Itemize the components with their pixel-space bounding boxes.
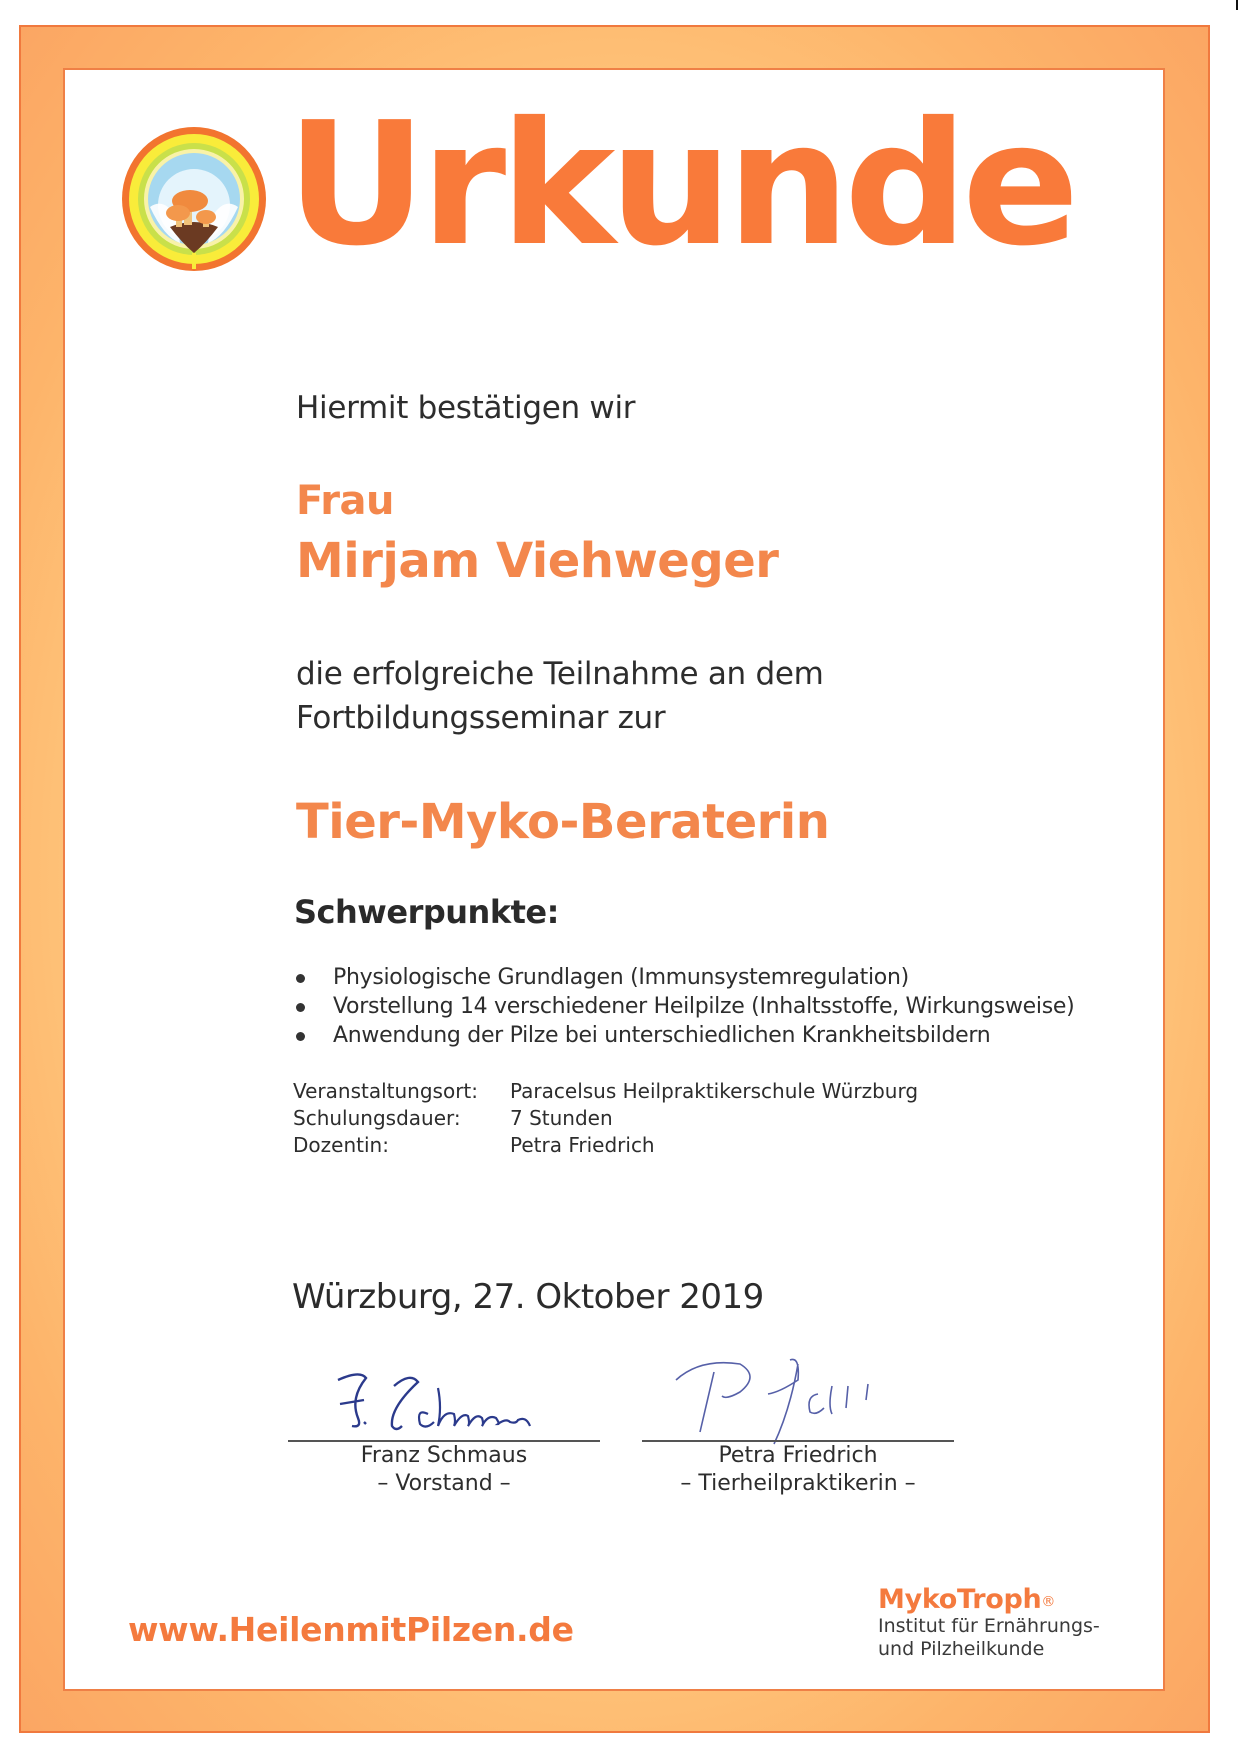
- detail-label: Veranstaltungsort:: [293, 1079, 479, 1103]
- signatory-role: – Tierheilpraktikerin –: [680, 1471, 916, 1496]
- signature-friedrich: [670, 1350, 910, 1445]
- institute-line-2: und Pilzheilkunde: [878, 1638, 1045, 1660]
- bullet-icon: [296, 1003, 305, 1012]
- detail-label: Schulungsdauer:: [293, 1106, 461, 1130]
- bullet-icon: [296, 974, 305, 983]
- intro-text: Hiermit bestätigen wir: [296, 390, 636, 426]
- body-line-2: Fortbildungsseminar zur: [296, 700, 666, 736]
- detail-row-lecturer: [293, 1132, 918, 1159]
- detail-row-location: [293, 1078, 918, 1105]
- list-item: Physiologische Grundlagen (Immunsystemregulation): [290, 963, 1074, 992]
- detail-label: Dozentin:: [293, 1133, 389, 1157]
- detail-value: Paracelsus Heilpraktikerschule Würzburg: [510, 1079, 919, 1103]
- bullet-icon: [296, 1032, 305, 1041]
- signatory-1: [288, 1442, 600, 1498]
- certificate-title: Urkunde: [286, 86, 1074, 284]
- registered-mark: ®: [1041, 1594, 1056, 1610]
- focus-list: [290, 963, 1074, 1050]
- signature-schmaus: [330, 1368, 570, 1438]
- detail-row-duration: [293, 1105, 918, 1132]
- signatory-2: [642, 1442, 954, 1498]
- institute-line-1: Institut für Ernährungs-: [878, 1615, 1100, 1637]
- website-link[interactable]: www.HeilenmitPilzen.de: [128, 1610, 574, 1649]
- detail-value: Petra Friedrich: [510, 1133, 655, 1157]
- list-item: Anwendung der Pilze bei unterschiedlichen Krankheitsbildern: [290, 1021, 1074, 1050]
- salutation: Frau: [296, 478, 394, 524]
- brand-name: MykoTroph®: [878, 1584, 1056, 1615]
- body-line-1: die erfolgreiche Teilnahme an dem: [296, 656, 824, 692]
- focus-heading: Schwerpunkte:: [294, 893, 559, 931]
- mushroom-rainbow-logo-icon: [120, 125, 268, 273]
- place-date: Würzburg, 27. Oktober 2019: [292, 1277, 764, 1317]
- signatory-name: Franz Schmaus: [360, 1443, 528, 1468]
- event-details: [293, 1078, 918, 1159]
- detail-value: 7 Stunden: [510, 1106, 613, 1130]
- signatory-name: Petra Friedrich: [718, 1443, 878, 1468]
- list-item: Vorstellung 14 verschiedener Heilpilze (Inhaltsstoffe, Wirkungsweise): [290, 992, 1074, 1021]
- qualification-title: Tier-Myko-Beraterin: [296, 794, 830, 850]
- signatory-role: – Vorstand –: [377, 1471, 511, 1496]
- institute-logo: [878, 1585, 1100, 1661]
- certificate-inner-panel: [63, 68, 1165, 1691]
- recipient-name: Mirjam Viehweger: [296, 533, 779, 589]
- scan-artifact: [1236, 0, 1238, 10]
